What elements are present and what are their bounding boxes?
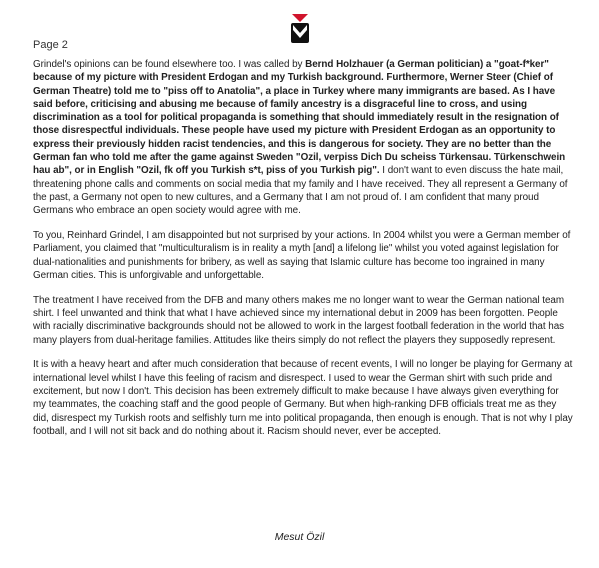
- page-label: Page 2: [33, 39, 68, 51]
- letter-body: [33, 58, 573, 450]
- paragraph-2-run-1: To you, Reinhard Grindel, I am disappointed but not surprised by your actions. In 2004 whilst you were a German member of Parliament, you claimed that "multiculturalism is in reality a myth [and] a lifelong lie" whilst you voted against legislation for dual-nationalities and punishments for bribery, as well as saying that Islamic culture has become too ingrained in many German cities. This is unforgivable and unforgettable.: [33, 230, 571, 281]
- paragraph-1: [33, 58, 573, 218]
- mesut-ozil-logo-icon: [283, 11, 317, 45]
- paragraph-4: [33, 358, 573, 438]
- paragraph-2: [33, 229, 573, 282]
- paragraph-4-run-1: It is with a heavy heart and after much consideration that because of recent events, I will no longer be playing for Germany at international level whilst I have this feeling of racism and disrespect. I used to wear the German shirt with such pride and excitement, but now I don't. This decision has been extremely difficult to make because I have always given everything for my teammates, the coaching staff and the good people of Germany. But when high-ranking DFB officials treat me as they did, disrespect my Turkish roots and selfishly turn me into political propaganda, then enough is enough. That is not why I play football, and I will not sit back and do nothing about it. Racism should never, ever be accepted.: [33, 359, 573, 437]
- paragraph-1-run-3: I don't want to even discuss the hate mail, threatening phone calls and comments on social media that my family and I have received. They all represent a Germany of the past, a Germany not open to new cultures, and a Germany that I am not proud of. I am confident that many proud Germans who embrace an open society would agree with me.: [33, 165, 568, 217]
- paragraph-1-run-2-bold: Bernd Holzhauer (a German politician) a "goat-f*ker" because of my picture with President Erdogan and my Turkish background. Furthermore, Werner Steer (Chief of German Theatre) told me to "piss off to Anatolia", a place in Turkey where many immigrants are based. As I have said before, criticising and abusing me because of family ancestry is a disgraceful line to cross, and using discrimination as a tool for political propaganda is something that should immediately result in the resignation of those disrespectful individuals. These people have used my picture with President Erdogan as an opportunity to express their previously hidden racist tendencies, and this is dangerous for society. They are no better than the German fan who told me after the game against Sweden "Ozil, verpiss Dich Du scheiss Türkensau. Türkenschwein hau ab", or in English "Ozil, fk off you Turkish s*t, piss of you Turkish pig".: [33, 59, 566, 177]
- paragraph-3-run-1: The treatment I have received from the DFB and many others makes me no longer want to wear the German national team shirt. I feel unwanted and think that what I have achieved since my international debut in 2009 has been forgotten. People with racially discriminative backgrounds should not be allowed to work in the largest football federation in the world that has many players from dual-heritage families. Attitudes like theirs simply do not reflect the players they supposedly represent.: [33, 294, 565, 346]
- paragraph-3: [33, 294, 573, 347]
- signature: Mesut Özil: [274, 531, 325, 543]
- paragraph-1-run-1: Grindel's opinions can be found elsewhere too. I was called by: [33, 59, 306, 70]
